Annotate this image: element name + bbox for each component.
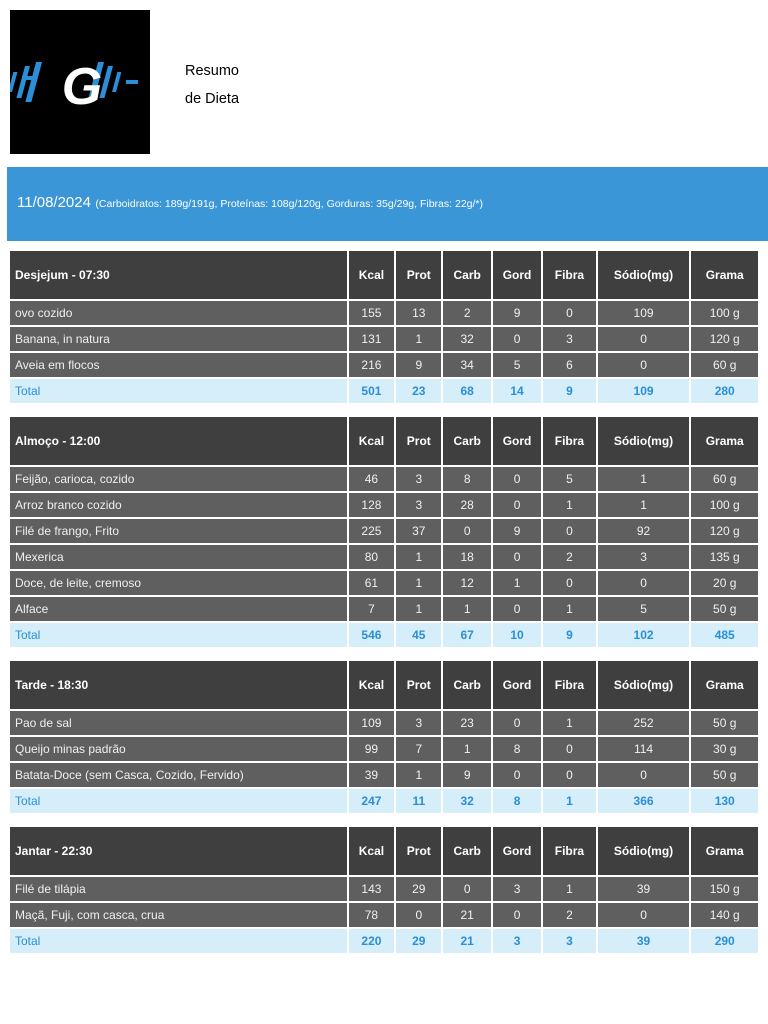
food-name: Mexerica: [10, 545, 347, 569]
total-gord: 8: [493, 789, 541, 813]
table-row: [10, 571, 758, 595]
col-kcal: Kcal: [349, 827, 394, 875]
logo-letter: G: [61, 58, 103, 116]
banner-summary: (Carboidratos: 189g/191g, Proteínas: 108g/120g, Gorduras: 35g/29g, Fibras: 22g/*): [95, 198, 483, 210]
total-label: Total: [10, 623, 347, 647]
cell-sodio: 252: [598, 711, 690, 735]
meal-header-row: [10, 251, 758, 299]
plate-right-1: [112, 72, 121, 92]
food-name: Feijão, carioca, cozido: [10, 467, 347, 491]
col-carb: Carb: [443, 661, 490, 709]
col-kcal: Kcal: [349, 661, 394, 709]
cell-grama: 50 g: [691, 711, 758, 735]
cell-gord: 0: [493, 467, 541, 491]
food-name: Filé de frango, Frito: [10, 519, 347, 543]
col-kcal: Kcal: [349, 417, 394, 465]
cell-fibra: 5: [543, 467, 595, 491]
cell-fibra: 2: [543, 545, 595, 569]
cell-fibra: 1: [543, 493, 595, 517]
total-grama: 290: [691, 929, 758, 953]
total-label: Total: [10, 929, 347, 953]
meal-table-desjejum: [8, 249, 760, 405]
col-gord: Gord: [493, 661, 541, 709]
cell-kcal: 216: [349, 353, 394, 377]
food-name: Queijo minas padrão: [10, 737, 347, 761]
plate-left-1: [10, 72, 17, 92]
cell-kcal: 46: [349, 467, 394, 491]
cell-carb: 32: [443, 327, 490, 351]
total-kcal: 501: [349, 379, 394, 403]
col-prot: Prot: [396, 661, 441, 709]
col-gord: Gord: [493, 417, 541, 465]
total-fibra: 9: [543, 379, 595, 403]
cell-grama: 30 g: [691, 737, 758, 761]
food-name: Pao de sal: [10, 711, 347, 735]
total-row: [10, 379, 758, 403]
total-row: [10, 789, 758, 813]
cell-sodio: 0: [598, 353, 690, 377]
cell-grama: 100 g: [691, 301, 758, 325]
cell-gord: 0: [493, 327, 541, 351]
total-kcal: 546: [349, 623, 394, 647]
cell-gord: 9: [493, 301, 541, 325]
total-fibra: 1: [543, 789, 595, 813]
cell-gord: 0: [493, 493, 541, 517]
total-gord: 3: [493, 929, 541, 953]
cell-fibra: 6: [543, 353, 595, 377]
total-sodio: 39: [598, 929, 690, 953]
cell-sodio: 0: [598, 903, 690, 927]
total-grama: 485: [691, 623, 758, 647]
cell-fibra: 1: [543, 877, 595, 901]
total-label: Total: [10, 789, 347, 813]
cell-sodio: 0: [598, 327, 690, 351]
meal-title: Desjejum - 07:30: [10, 251, 347, 299]
cell-kcal: 155: [349, 301, 394, 325]
col-carb: Carb: [443, 251, 490, 299]
table-row: [10, 301, 758, 325]
col-fibra: Fibra: [543, 827, 595, 875]
cell-carb: 12: [443, 571, 490, 595]
cell-sodio: 114: [598, 737, 690, 761]
total-fibra: 9: [543, 623, 595, 647]
cell-carb: 23: [443, 711, 490, 735]
cell-grama: 50 g: [691, 597, 758, 621]
col-grama: Grama: [691, 251, 758, 299]
meal-table-almoco: [8, 415, 760, 649]
food-name: Filé de tilápia: [10, 877, 347, 901]
cell-sodio: 0: [598, 571, 690, 595]
table-row: [10, 467, 758, 491]
cell-grama: 135 g: [691, 545, 758, 569]
col-gord: Gord: [493, 827, 541, 875]
cell-prot: 3: [396, 711, 441, 735]
cell-prot: 13: [396, 301, 441, 325]
table-row: [10, 597, 758, 621]
cell-kcal: 99: [349, 737, 394, 761]
page-title: [185, 57, 239, 113]
cell-fibra: 0: [543, 519, 595, 543]
cell-carb: 8: [443, 467, 490, 491]
cell-fibra: 2: [543, 903, 595, 927]
brand-logo: [10, 10, 150, 154]
cell-gord: 8: [493, 737, 541, 761]
cell-carb: 2: [443, 301, 490, 325]
cell-gord: 0: [493, 711, 541, 735]
date-summary-banner: [7, 167, 768, 241]
cell-prot: 9: [396, 353, 441, 377]
food-name: Banana, in natura: [10, 327, 347, 351]
total-carb: 32: [443, 789, 490, 813]
cell-fibra: 0: [543, 763, 595, 787]
cell-carb: 1: [443, 597, 490, 621]
table-row: [10, 737, 758, 761]
cell-prot: 37: [396, 519, 441, 543]
cell-sodio: 5: [598, 597, 690, 621]
col-sodio: Sódio(mg): [598, 417, 690, 465]
cell-gord: 0: [493, 903, 541, 927]
col-carb: Carb: [443, 417, 490, 465]
cell-kcal: 128: [349, 493, 394, 517]
cell-sodio: 109: [598, 301, 690, 325]
col-carb: Carb: [443, 827, 490, 875]
food-name: Doce, de leite, cremoso: [10, 571, 347, 595]
col-grama: Grama: [691, 661, 758, 709]
cell-grama: 100 g: [691, 493, 758, 517]
meal-title: Almoço - 12:00: [10, 417, 347, 465]
cell-kcal: 109: [349, 711, 394, 735]
col-sodio: Sódio(mg): [598, 827, 690, 875]
cell-fibra: 3: [543, 327, 595, 351]
col-prot: Prot: [396, 251, 441, 299]
cell-gord: 0: [493, 763, 541, 787]
cell-prot: 1: [396, 597, 441, 621]
cell-sodio: 0: [598, 763, 690, 787]
cell-sodio: 1: [598, 467, 690, 491]
food-name: Arroz branco cozido: [10, 493, 347, 517]
cell-prot: 7: [396, 737, 441, 761]
food-name: Alface: [10, 597, 347, 621]
cell-carb: 21: [443, 903, 490, 927]
total-prot: 23: [396, 379, 441, 403]
table-row: [10, 493, 758, 517]
cell-gord: 1: [493, 571, 541, 595]
cell-carb: 0: [443, 877, 490, 901]
cell-grama: 120 g: [691, 519, 758, 543]
cell-prot: 1: [396, 327, 441, 351]
cell-fibra: 1: [543, 597, 595, 621]
col-grama: Grama: [691, 417, 758, 465]
cell-sodio: 1: [598, 493, 690, 517]
cell-carb: 0: [443, 519, 490, 543]
meal-table-jantar: [8, 825, 760, 955]
meal-header-row: [10, 661, 758, 709]
total-carb: 21: [443, 929, 490, 953]
cell-grama: 60 g: [691, 467, 758, 491]
food-name: ovo cozido: [10, 301, 347, 325]
cell-gord: 3: [493, 877, 541, 901]
col-sodio: Sódio(mg): [598, 661, 690, 709]
table-row: [10, 763, 758, 787]
cell-fibra: 0: [543, 301, 595, 325]
dumbbell-g-icon: [10, 10, 150, 154]
col-prot: Prot: [396, 827, 441, 875]
cell-prot: 29: [396, 877, 441, 901]
col-fibra: Fibra: [543, 661, 595, 709]
table-row: [10, 711, 758, 735]
banner-date: 11/08/2024: [17, 194, 91, 211]
col-kcal: Kcal: [349, 251, 394, 299]
cell-grama: 20 g: [691, 571, 758, 595]
col-fibra: Fibra: [543, 251, 595, 299]
table-row: [10, 877, 758, 901]
total-kcal: 220: [349, 929, 394, 953]
total-label: Total: [10, 379, 347, 403]
cell-carb: 18: [443, 545, 490, 569]
total-prot: 11: [396, 789, 441, 813]
total-carb: 67: [443, 623, 490, 647]
table-row: [10, 545, 758, 569]
total-gord: 10: [493, 623, 541, 647]
total-row: [10, 623, 758, 647]
cell-prot: 1: [396, 571, 441, 595]
food-name: Maçã, Fuji, com casca, crua: [10, 903, 347, 927]
meal-header-row: [10, 827, 758, 875]
cell-fibra: 0: [543, 737, 595, 761]
total-sodio: 366: [598, 789, 690, 813]
cell-carb: 28: [443, 493, 490, 517]
cell-kcal: 143: [349, 877, 394, 901]
total-grama: 130: [691, 789, 758, 813]
cell-grama: 120 g: [691, 327, 758, 351]
total-carb: 68: [443, 379, 490, 403]
total-grama: 280: [691, 379, 758, 403]
cell-carb: 1: [443, 737, 490, 761]
col-grama: Grama: [691, 827, 758, 875]
cell-prot: 1: [396, 763, 441, 787]
cell-grama: 150 g: [691, 877, 758, 901]
total-gord: 14: [493, 379, 541, 403]
food-name: Batata-Doce (sem Casca, Cozido, Fervido): [10, 763, 347, 787]
bar-right: [126, 80, 138, 84]
meal-header-row: [10, 417, 758, 465]
cell-grama: 50 g: [691, 763, 758, 787]
col-fibra: Fibra: [543, 417, 595, 465]
cell-gord: 0: [493, 545, 541, 569]
cell-fibra: 1: [543, 711, 595, 735]
cell-grama: 60 g: [691, 353, 758, 377]
col-gord: Gord: [493, 251, 541, 299]
cell-kcal: 61: [349, 571, 394, 595]
cell-kcal: 225: [349, 519, 394, 543]
title-line-1: Resumo: [185, 63, 239, 79]
table-row: [10, 519, 758, 543]
banner-text: [17, 194, 483, 212]
cell-kcal: 7: [349, 597, 394, 621]
title-line-2: de Dieta: [185, 91, 240, 107]
cell-kcal: 39: [349, 763, 394, 787]
cell-sodio: 92: [598, 519, 690, 543]
total-sodio: 102: [598, 623, 690, 647]
meal-title: Tarde - 18:30: [10, 661, 347, 709]
meal-title: Jantar - 22:30: [10, 827, 347, 875]
total-prot: 29: [396, 929, 441, 953]
meal-table-tarde: [8, 659, 760, 815]
table-row: [10, 327, 758, 351]
food-name: Aveia em flocos: [10, 353, 347, 377]
total-fibra: 3: [543, 929, 595, 953]
cell-grama: 140 g: [691, 903, 758, 927]
table-row: [10, 353, 758, 377]
cell-gord: 5: [493, 353, 541, 377]
col-sodio: Sódio(mg): [598, 251, 690, 299]
cell-kcal: 80: [349, 545, 394, 569]
total-row: [10, 929, 758, 953]
col-prot: Prot: [396, 417, 441, 465]
cell-prot: 3: [396, 493, 441, 517]
cell-prot: 1: [396, 545, 441, 569]
cell-prot: 3: [396, 467, 441, 491]
total-prot: 45: [396, 623, 441, 647]
cell-gord: 9: [493, 519, 541, 543]
table-row: [10, 903, 758, 927]
cell-gord: 0: [493, 597, 541, 621]
cell-fibra: 0: [543, 571, 595, 595]
cell-carb: 9: [443, 763, 490, 787]
cell-sodio: 3: [598, 545, 690, 569]
total-sodio: 109: [598, 379, 690, 403]
cell-prot: 0: [396, 903, 441, 927]
cell-carb: 34: [443, 353, 490, 377]
cell-kcal: 131: [349, 327, 394, 351]
cell-kcal: 78: [349, 903, 394, 927]
cell-sodio: 39: [598, 877, 690, 901]
total-kcal: 247: [349, 789, 394, 813]
